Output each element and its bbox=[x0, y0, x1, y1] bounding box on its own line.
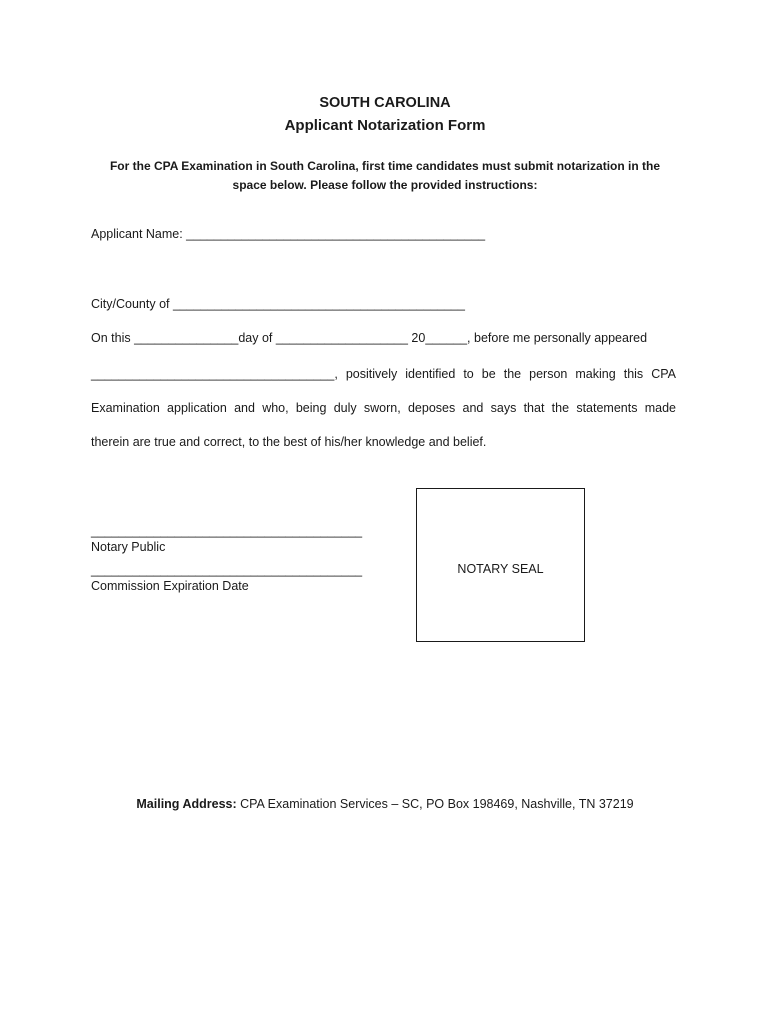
applicant-name-field[interactable]: Applicant Name: ___________________________________________ bbox=[91, 227, 486, 241]
statement-line-2: Examination application and who, being duly sworn, deposes and says that the statements made bbox=[91, 401, 676, 415]
notary-seal-label: NOTARY SEAL bbox=[457, 562, 544, 576]
mailing-address-label: Mailing Address: bbox=[136, 797, 237, 811]
intro-instructions: For the CPA Examination in South Carolina, first time candidates must submit notarization in the space below. Please follow the provided instructions: bbox=[109, 159, 661, 192]
statement-line-3: therein are true and correct, to the best of his/her knowledge and belief. bbox=[91, 435, 487, 449]
statement-line-1: ___________________________________, positively identified to be the person making this CPA bbox=[91, 367, 676, 381]
form-title: Applicant Notarization Form bbox=[284, 117, 486, 134]
notary-signature-line[interactable]: _______________________________________ bbox=[91, 524, 363, 538]
mailing-address bbox=[0, 797, 770, 811]
date-appeared-field[interactable]: On this _______________day of ___________________ 20______, before me personally appeared bbox=[91, 331, 648, 345]
commission-date-line[interactable]: _______________________________________ bbox=[91, 563, 363, 577]
notary-seal-box bbox=[416, 488, 585, 642]
notary-public-label: Notary Public bbox=[91, 540, 166, 554]
city-county-field[interactable]: City/County of __________________________________________ bbox=[91, 297, 465, 311]
mailing-address-text: CPA Examination Services – SC, PO Box 198469, Nashville, TN 37219 bbox=[236, 797, 634, 811]
commission-expiration-label: Commission Expiration Date bbox=[91, 579, 249, 593]
state-heading: SOUTH CAROLINA bbox=[319, 95, 451, 111]
